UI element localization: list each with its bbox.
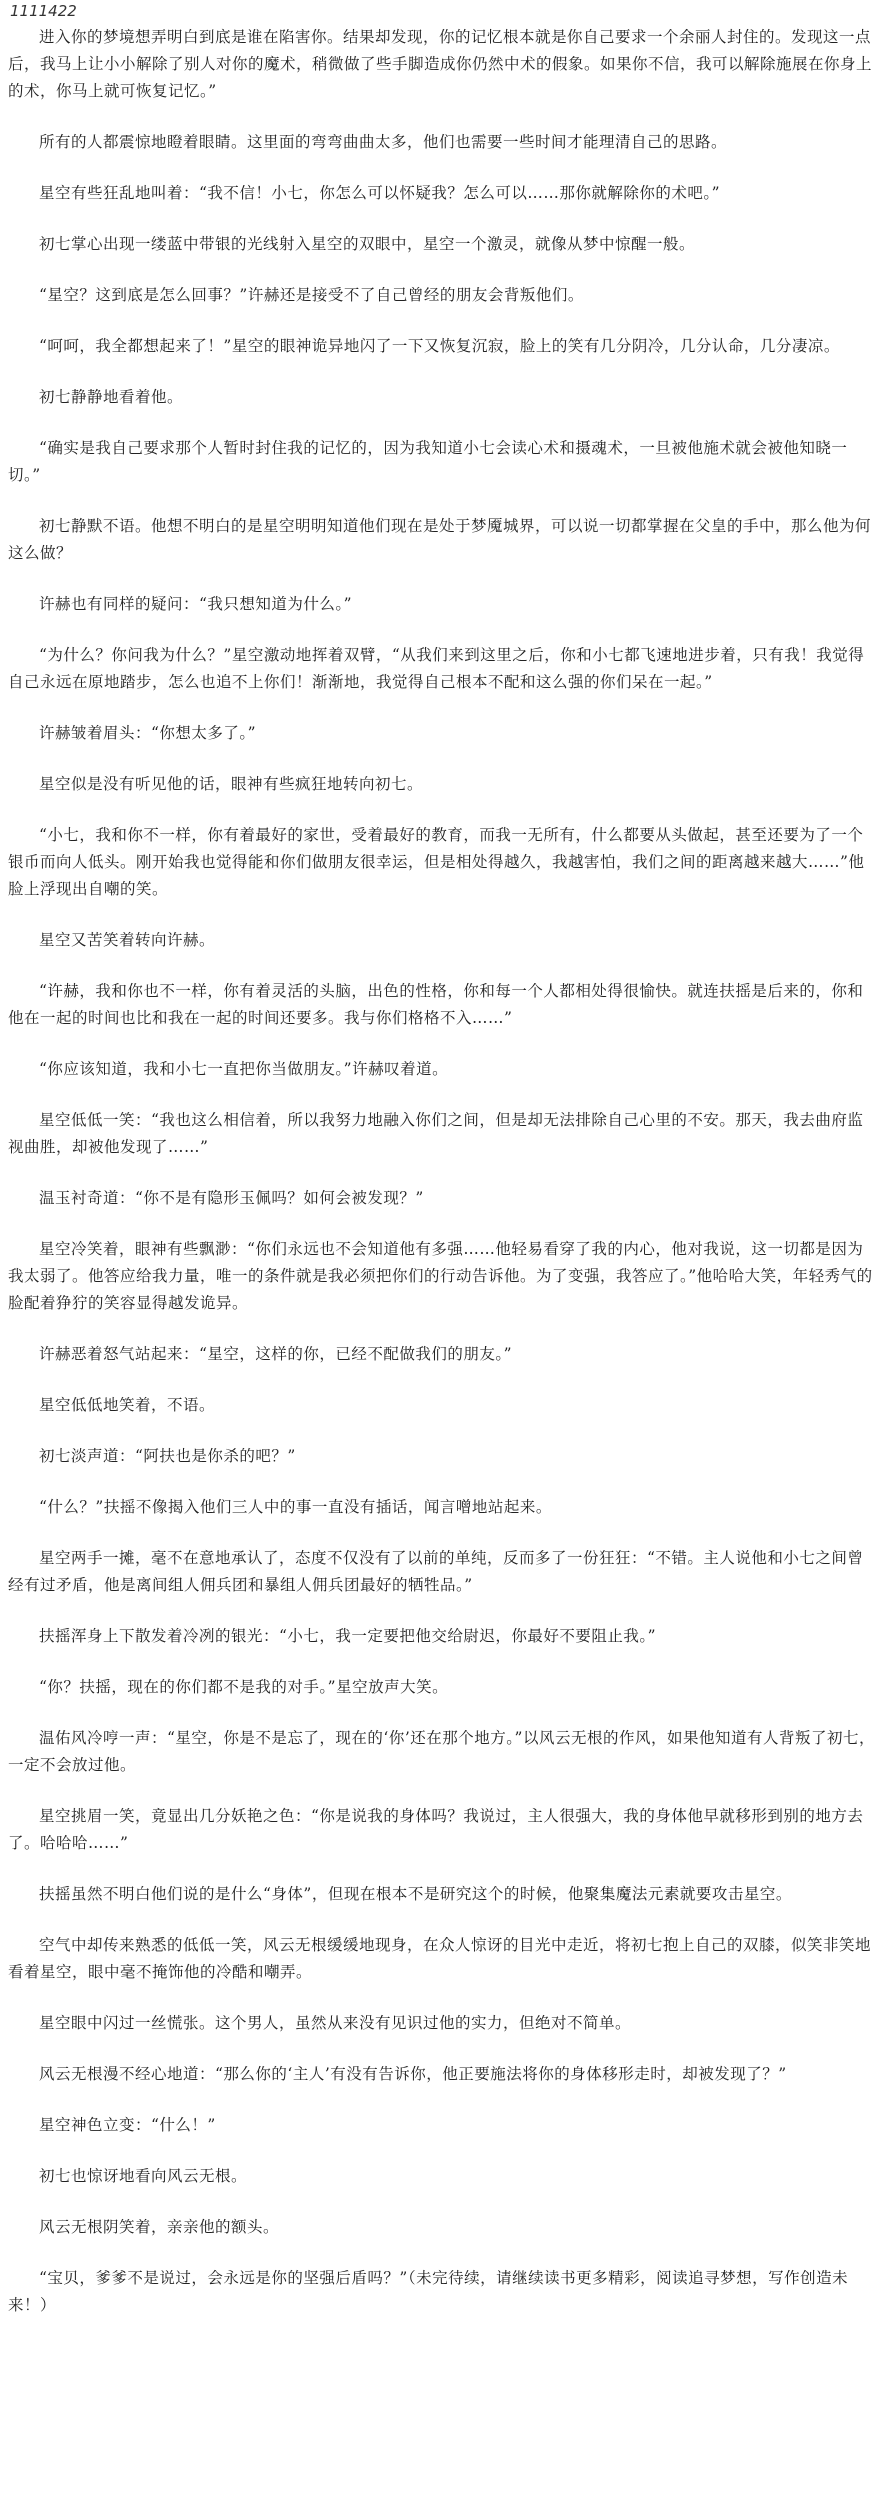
paragraph: 空气中却传来熟悉的低低一笑，风云无根缓缓地现身，在众人惊讶的目光中走近，将初七抱上自己的双膝，似笑非笑地看着星空，眼中毫不掩饰他的冷酷和嘲弄。 [8, 1936, 872, 1981]
paragraph: “星空？这到底是怎么回事？”许赫还是接受不了自己曾经的朋友会背叛他们。 [39, 286, 584, 304]
paragraph: “你应该知道，我和小七一直把你当做朋友。”许赫叹着道。 [39, 1060, 449, 1078]
paragraph: 星空低低地笑着，不语。 [39, 1396, 216, 1414]
paragraph: 星空眼中闪过一丝慌张。这个男人，虽然从来没有见识过他的实力，但绝对不简单。 [39, 2014, 632, 2032]
paragraph: “许赫，我和你也不一样，你有着灵活的头脑，出色的性格，你和每一个人都相处得很愉快。就连扶摇是后来的，你和他在一起的时间也比和我在一起的时间还要多。我与你们格格不入……” [8, 982, 864, 1027]
document-id: 1111422 [10, 2, 77, 20]
paragraph: 星空有些狂乱地叫着：“我不信！小七，你怎么可以怀疑我？怎么可以……那你就解除你的术吧。” [39, 184, 721, 202]
paragraph: 温佑风冷哼一声：“星空，你是不是忘了，现在的‘你’还在那个地方。”以风云无根的作风，如果他知道有人背叛了初七，一定不会放过他。 [8, 1729, 875, 1774]
paragraph: 温玉衬奇道：“你不是有隐形玉佩吗？如何会被发现？” [39, 1189, 424, 1207]
paragraph: 星空挑眉一笑，竟显出几分妖艳之色：“你是说我的身体吗？我说过，主人很强大，我的身体他早就移形到别的地方去了。哈哈哈……” [8, 1807, 864, 1852]
paragraph: 星空两手一摊，毫不在意地承认了，态度不仅没有了以前的单纯，反而多了一份狂狂：“不错。主人说他和小七之间曾经有过矛盾，他是离间组人佣兵团和暴组人佣兵团最好的牺牲品。” [8, 1549, 864, 1594]
paragraph: “确实是我自己要求那个人暂时封住我的记忆的，因为我知道小七会读心术和摄魂术，一旦被他施术就会被他知晓一切。” [8, 439, 848, 484]
paragraph: 初七静默不语。他想不明白的是星空明明知道他们现在是处于梦魇城界，可以说一切都掌握在父皇的手中，那么他为何这么做？ [8, 517, 872, 562]
paragraph: 许赫皱着眉头：“你想太多了。” [39, 724, 257, 742]
paragraph: 星空低低一笑：“我也这么相信着，所以我努力地融入你们之间，但是却无法排除自己心里的不安。那天，我去曲府监视曲胜，却被他发现了……” [8, 1111, 864, 1156]
paragraph: 所有的人都震惊地瞪着眼睛。这里面的弯弯曲曲太多，他们也需要一些时间才能理清自己的思路。 [39, 133, 728, 151]
paragraph: 许赫也有同样的疑问：“我只想知道为什么。” [39, 595, 353, 613]
paragraph: 风云无根阴笑着，亲亲他的额头。 [39, 2218, 280, 2236]
chapter-text [8, 24, 878, 2319]
paragraph: “呵呵，我全都想起来了！”星空的眼神诡异地闪了一下又恢复沉寂，脸上的笑有几分阴冷，几分认命，几分凄凉。 [39, 337, 840, 355]
paragraph: 星空似是没有听见他的话，眼神有些疯狂地转向初七。 [39, 775, 424, 793]
paragraph: 初七淡声道：“阿扶也是你杀的吧？” [39, 1447, 296, 1465]
paragraph: 星空又苦笑着转向许赫。 [39, 931, 216, 949]
paragraph: 风云无根漫不经心地道：“那么你的‘主人’有没有告诉你，他正要施法将你的身体移形走时，却被发现了？” [39, 2065, 787, 2083]
paragraph: “小七，我和你不一样，你有着最好的家世，受着最好的教育，而我一无所有，什么都要从头做起，甚至还要为了一个银币而向人低头。刚开始我也觉得能和你们做朋友很幸运，但是相处得越久，我越害怕，我们之间的距离越来越大……”他脸上浮现出自嘲的笑。 [8, 826, 865, 898]
paragraph: “什么？”扶摇不像揭入他们三人中的事一直没有插话，闻言噌地站起来。 [39, 1498, 552, 1516]
paragraph: “宝贝，爹爹不是说过，会永远是你的坚强后盾吗？”（未完待续，请继续读书更多精彩，阅读追寻梦想，写作创造未来！） [8, 2269, 849, 2314]
paragraph: 扶摇浑身上下散发着冷冽的银光：“小七，我一定要把他交给尉迟，你最好不要阻止我。” [39, 1627, 657, 1645]
paragraph: 初七也惊讶地看向风云无根。 [39, 2167, 248, 2185]
paragraph: 初七掌心出现一缕蓝中带银的光线射入星空的双眼中，星空一个激灵，就像从梦中惊醒一般。 [39, 235, 696, 253]
paragraph: 初七静静地看着他。 [39, 388, 184, 406]
paragraph: 星空神色立变：“什么！” [39, 2116, 216, 2134]
paragraph: 星空冷笑着，眼神有些飘渺：“你们永远也不会知道他有多强……他轻易看穿了我的内心，他对我说，这一切都是因为我太弱了。他答应给我力量，唯一的条件就是我必须把你们的行动告诉他。为了变强，我答应了。”他哈哈大笑，年轻秀气的脸配着狰狞的笑容显得越发诡异。 [8, 1240, 873, 1312]
paragraph: “为什么？你问我为什么？”星空激动地挥着双臂，“从我们来到这里之后，你和小七都飞速地进步着，只有我！我觉得自己永远在原地踏步，怎么也追不上你们！渐渐地，我觉得自己根本不配和这么强的你们呆在一起。” [8, 646, 865, 691]
paragraph: 进入你的梦境想弄明白到底是谁在陷害你。结果却发现，你的记忆根本就是你自己要求一个余丽人封住的。发现这一点后，我马上让小小解除了别人对你的魔术，稍微做了些手脚造成你仍然中术的假象。如果你不信，我可以解除施展在你身上的术，你马上就可恢复记忆。” [8, 28, 873, 100]
paragraph: 扶摇虽然不明白他们说的是什么“身体”，但现在根本不是研究这个的时候，他聚集魔法元素就要攻击星空。 [39, 1885, 792, 1903]
paragraph: 许赫恶着怒气站起来：“星空，这样的你，已经不配做我们的朋友。” [39, 1345, 513, 1363]
paragraph: “你？扶摇，现在的你们都不是我的对手。”星空放声大笑。 [39, 1678, 449, 1696]
